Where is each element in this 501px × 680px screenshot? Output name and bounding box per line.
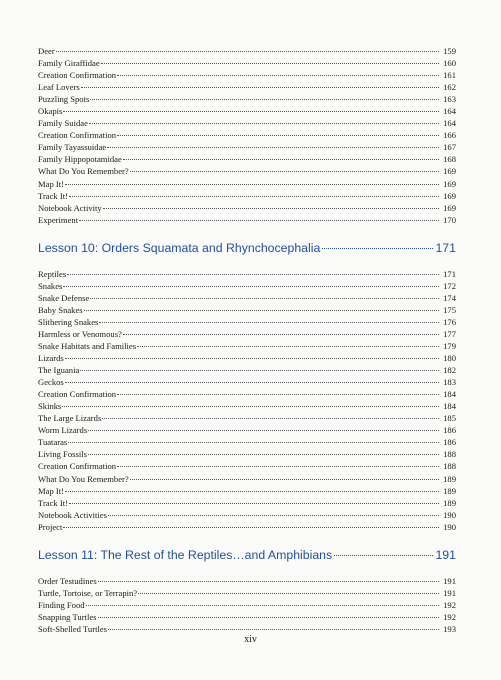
leader-dots: [79, 220, 439, 221]
toc-entry-title: The Iguania: [38, 365, 80, 376]
leader-dots: [68, 442, 439, 443]
leader-dots: [334, 555, 433, 556]
toc-entry: [38, 328, 456, 340]
toc-entry-title: Snake Habitats and Families: [38, 340, 137, 351]
toc-entry: [38, 268, 456, 280]
toc-entry: [38, 153, 456, 165]
toc-entry-page: 177: [443, 328, 456, 339]
toc-entry-page: 169: [443, 190, 456, 201]
toc-section-c: [38, 575, 456, 635]
leader-dots: [81, 87, 439, 88]
toc-entry-page: 170: [443, 214, 456, 225]
toc-entry: [38, 45, 456, 57]
toc-entry-title: Project: [38, 521, 63, 532]
toc-entry-page: 186: [443, 437, 456, 448]
toc-entry: [38, 304, 456, 316]
leader-dots: [89, 123, 439, 124]
toc-entry-title: Lizards: [38, 353, 64, 364]
leader-dots: [130, 479, 439, 480]
toc-entry-page: 169: [443, 178, 456, 189]
toc-entry-page: 179: [443, 340, 456, 351]
toc-entry-page: 176: [443, 316, 456, 327]
leader-dots: [69, 196, 439, 197]
toc-entry-title: Track It!: [38, 190, 68, 201]
toc-entry-page: 171: [443, 268, 456, 279]
toc-entry-title: Slithering Snakes: [38, 316, 99, 327]
toc-entry: [38, 280, 456, 292]
leader-dots: [67, 274, 439, 275]
leader-dots: [86, 605, 439, 606]
toc-entry-page: 182: [443, 365, 456, 376]
toc-entry-page: 161: [443, 70, 456, 81]
toc-entry-page: 167: [443, 142, 456, 153]
toc-entry: [38, 165, 456, 177]
toc-entry-page: 183: [443, 377, 456, 388]
toc-entry-title: Leaf Lovers: [38, 82, 80, 93]
toc-entry-page: 184: [443, 401, 456, 412]
toc-entry: [38, 316, 456, 328]
toc-entry-page: 189: [443, 485, 456, 496]
leader-dots: [80, 370, 439, 371]
toc-entry-title: Tuataras: [38, 437, 68, 448]
toc-entry-title: Family Tayassuidae: [38, 142, 107, 153]
toc-entry-title: Notebook Activities: [38, 509, 107, 520]
lesson-11-heading: [38, 548, 456, 562]
toc-entry-page: 175: [443, 304, 456, 315]
toc-entry-page: 169: [443, 202, 456, 213]
toc-section-a: [38, 45, 456, 226]
toc-entry-title: What Do You Remember?: [38, 473, 129, 484]
leader-dots: [101, 63, 439, 64]
toc-entry-page: 163: [443, 94, 456, 105]
leader-dots: [62, 406, 439, 407]
toc-entry-page: 180: [443, 353, 456, 364]
toc-entry-title: Deer: [38, 46, 55, 56]
toc-entry-title: Creation Confirmation: [38, 461, 117, 472]
toc-entry: [38, 587, 456, 599]
toc-entry: [38, 599, 456, 611]
leader-dots: [123, 159, 439, 160]
toc-entry-title: Creation Confirmation: [38, 70, 117, 81]
toc-entry-page: 164: [443, 118, 456, 129]
toc-entry: [38, 292, 456, 304]
leader-dots: [90, 99, 439, 100]
toc-entry: [38, 141, 456, 153]
toc-entry-title: Track It!: [38, 497, 68, 508]
lesson-page: 191: [435, 547, 456, 562]
leader-dots: [108, 629, 439, 630]
toc-entry-title: Turtle, Tortoise, or Terrapin?: [38, 587, 138, 598]
toc-entry-page: 172: [443, 280, 456, 291]
toc-entry-title: Creation Confirmation: [38, 130, 117, 141]
toc-entry: [38, 448, 456, 460]
leader-dots: [84, 310, 439, 311]
leader-dots: [107, 147, 439, 148]
toc-entry: [38, 340, 456, 352]
toc-entry-page: 190: [443, 521, 456, 532]
toc-entry-title: Family Hippopotamidae: [38, 154, 122, 165]
toc-entry-title: Geckos: [38, 377, 64, 388]
leader-dots: [103, 208, 439, 209]
table-of-contents: [38, 45, 456, 635]
toc-entry-title: Skinks: [38, 401, 62, 412]
leader-dots: [99, 322, 439, 323]
toc-entry-title: The Large Lizards: [38, 413, 102, 424]
toc-entry-title: Living Fossils: [38, 449, 87, 460]
toc-entry: [38, 178, 456, 190]
toc-entry-title: Notebook Activity: [38, 202, 102, 213]
lesson-page: 171: [435, 240, 456, 255]
toc-entry: [38, 57, 456, 69]
leader-dots: [117, 466, 439, 467]
toc-entry: [38, 473, 456, 485]
toc-entry-page: 169: [443, 166, 456, 177]
toc-entry-page: 174: [443, 292, 456, 303]
toc-entry: [38, 521, 456, 533]
toc-entry-title: Snapping Turtles: [38, 611, 97, 622]
toc-entry-title: Reptiles: [38, 268, 67, 279]
toc-entry: [38, 388, 456, 400]
toc-entry-page: 191: [443, 575, 456, 586]
toc-entry-page: 193: [443, 623, 456, 634]
toc-entry-title: Baby Snakes: [38, 304, 83, 315]
toc-entry: [38, 400, 456, 412]
toc-entry: [38, 214, 456, 226]
leader-dots: [98, 617, 440, 618]
toc-entry: [38, 364, 456, 376]
toc-entry-page: 186: [443, 425, 456, 436]
toc-entry: [38, 105, 456, 117]
leader-dots: [88, 454, 439, 455]
toc-entry-page: 168: [443, 154, 456, 165]
leader-dots: [108, 515, 439, 516]
toc-entry: [38, 509, 456, 521]
toc-entry-title: Worm Lizards: [38, 425, 88, 436]
toc-entry-page: 162: [443, 82, 456, 93]
toc-entry: [38, 497, 456, 509]
toc-entry: [38, 69, 456, 81]
leader-dots: [102, 418, 439, 419]
toc-entry: [38, 129, 456, 141]
toc-entry-page: 188: [443, 461, 456, 472]
toc-entry-title: Family Giraffidae: [38, 58, 100, 69]
leader-dots: [56, 51, 439, 52]
leader-dots: [63, 111, 439, 112]
toc-entry-page: 159: [443, 46, 456, 56]
toc-entry: [38, 376, 456, 388]
lesson-10-heading: [38, 241, 456, 255]
toc-entry: [38, 190, 456, 202]
toc-entry-title: Soft-Shelled Turtles: [38, 623, 107, 634]
leader-dots: [65, 358, 439, 359]
toc-entry-title: Experiment: [38, 214, 79, 225]
toc-entry-title: Order Testudines: [38, 575, 97, 586]
leader-dots: [63, 527, 439, 528]
toc-entry-title: Finding Food: [38, 599, 85, 610]
leader-dots: [117, 394, 439, 395]
leader-dots: [137, 346, 439, 347]
leader-dots: [98, 581, 439, 582]
leader-dots: [69, 503, 439, 504]
toc-entry-title: Puzzling Spots: [38, 94, 90, 105]
toc-entry-page: 192: [443, 611, 456, 622]
toc-entry-title: Snakes: [38, 280, 63, 291]
toc-entry: [38, 575, 456, 587]
toc-entry: [38, 202, 456, 214]
toc-entry-page: 166: [443, 130, 456, 141]
toc-entry-title: Map It!: [38, 178, 65, 189]
toc-entry-page: 192: [443, 599, 456, 610]
toc-entry: [38, 93, 456, 105]
toc-entry: [38, 412, 456, 424]
toc-entry-title: What Do You Remember?: [38, 166, 129, 177]
toc-entry: [38, 485, 456, 497]
toc-entry-title: Map It!: [38, 485, 65, 496]
leader-dots: [63, 286, 439, 287]
toc-entry-title: Creation Confirmation: [38, 389, 117, 400]
toc-entry-title: Family Suidae: [38, 118, 88, 129]
toc-entry-page: 184: [443, 389, 456, 400]
toc-entry: [38, 81, 456, 93]
toc-entry-page: 189: [443, 473, 456, 484]
toc-entry: [38, 352, 456, 364]
toc-entry-page: 188: [443, 449, 456, 460]
toc-entry-title: Snake Defense: [38, 292, 90, 303]
toc-entry-page: 191: [443, 587, 456, 598]
leader-dots: [88, 430, 439, 431]
toc-entry: [38, 436, 456, 448]
toc-entry: [38, 117, 456, 129]
toc-entry-page: 185: [443, 413, 456, 424]
toc-entry-page: 189: [443, 497, 456, 508]
toc-entry-title: Harmless or Venomous?: [38, 328, 122, 339]
leader-dots: [130, 171, 439, 172]
toc-entry-page: 164: [443, 106, 456, 117]
toc-section-b: [38, 268, 456, 533]
leader-dots: [65, 491, 439, 492]
toc-entry: [38, 611, 456, 623]
leader-dots: [65, 382, 439, 383]
lesson-title: Lesson 11: The Rest of the Reptiles…and Amphibians: [38, 547, 333, 562]
toc-entry-page: 160: [443, 58, 456, 69]
leader-dots: [65, 184, 439, 185]
lesson-title: Lesson 10: Orders Squamata and Rhynchocephalia: [38, 240, 321, 255]
leader-dots: [117, 75, 439, 76]
leader-dots: [117, 135, 439, 136]
toc-entry-page: 190: [443, 509, 456, 520]
toc-entry-title: Okapis: [38, 106, 63, 117]
leader-dots: [322, 248, 433, 249]
leader-dots: [90, 298, 439, 299]
toc-entry: [38, 424, 456, 436]
leader-dots: [138, 593, 439, 594]
leader-dots: [123, 334, 439, 335]
toc-entry: [38, 460, 456, 472]
page-number: xiv: [244, 634, 257, 645]
